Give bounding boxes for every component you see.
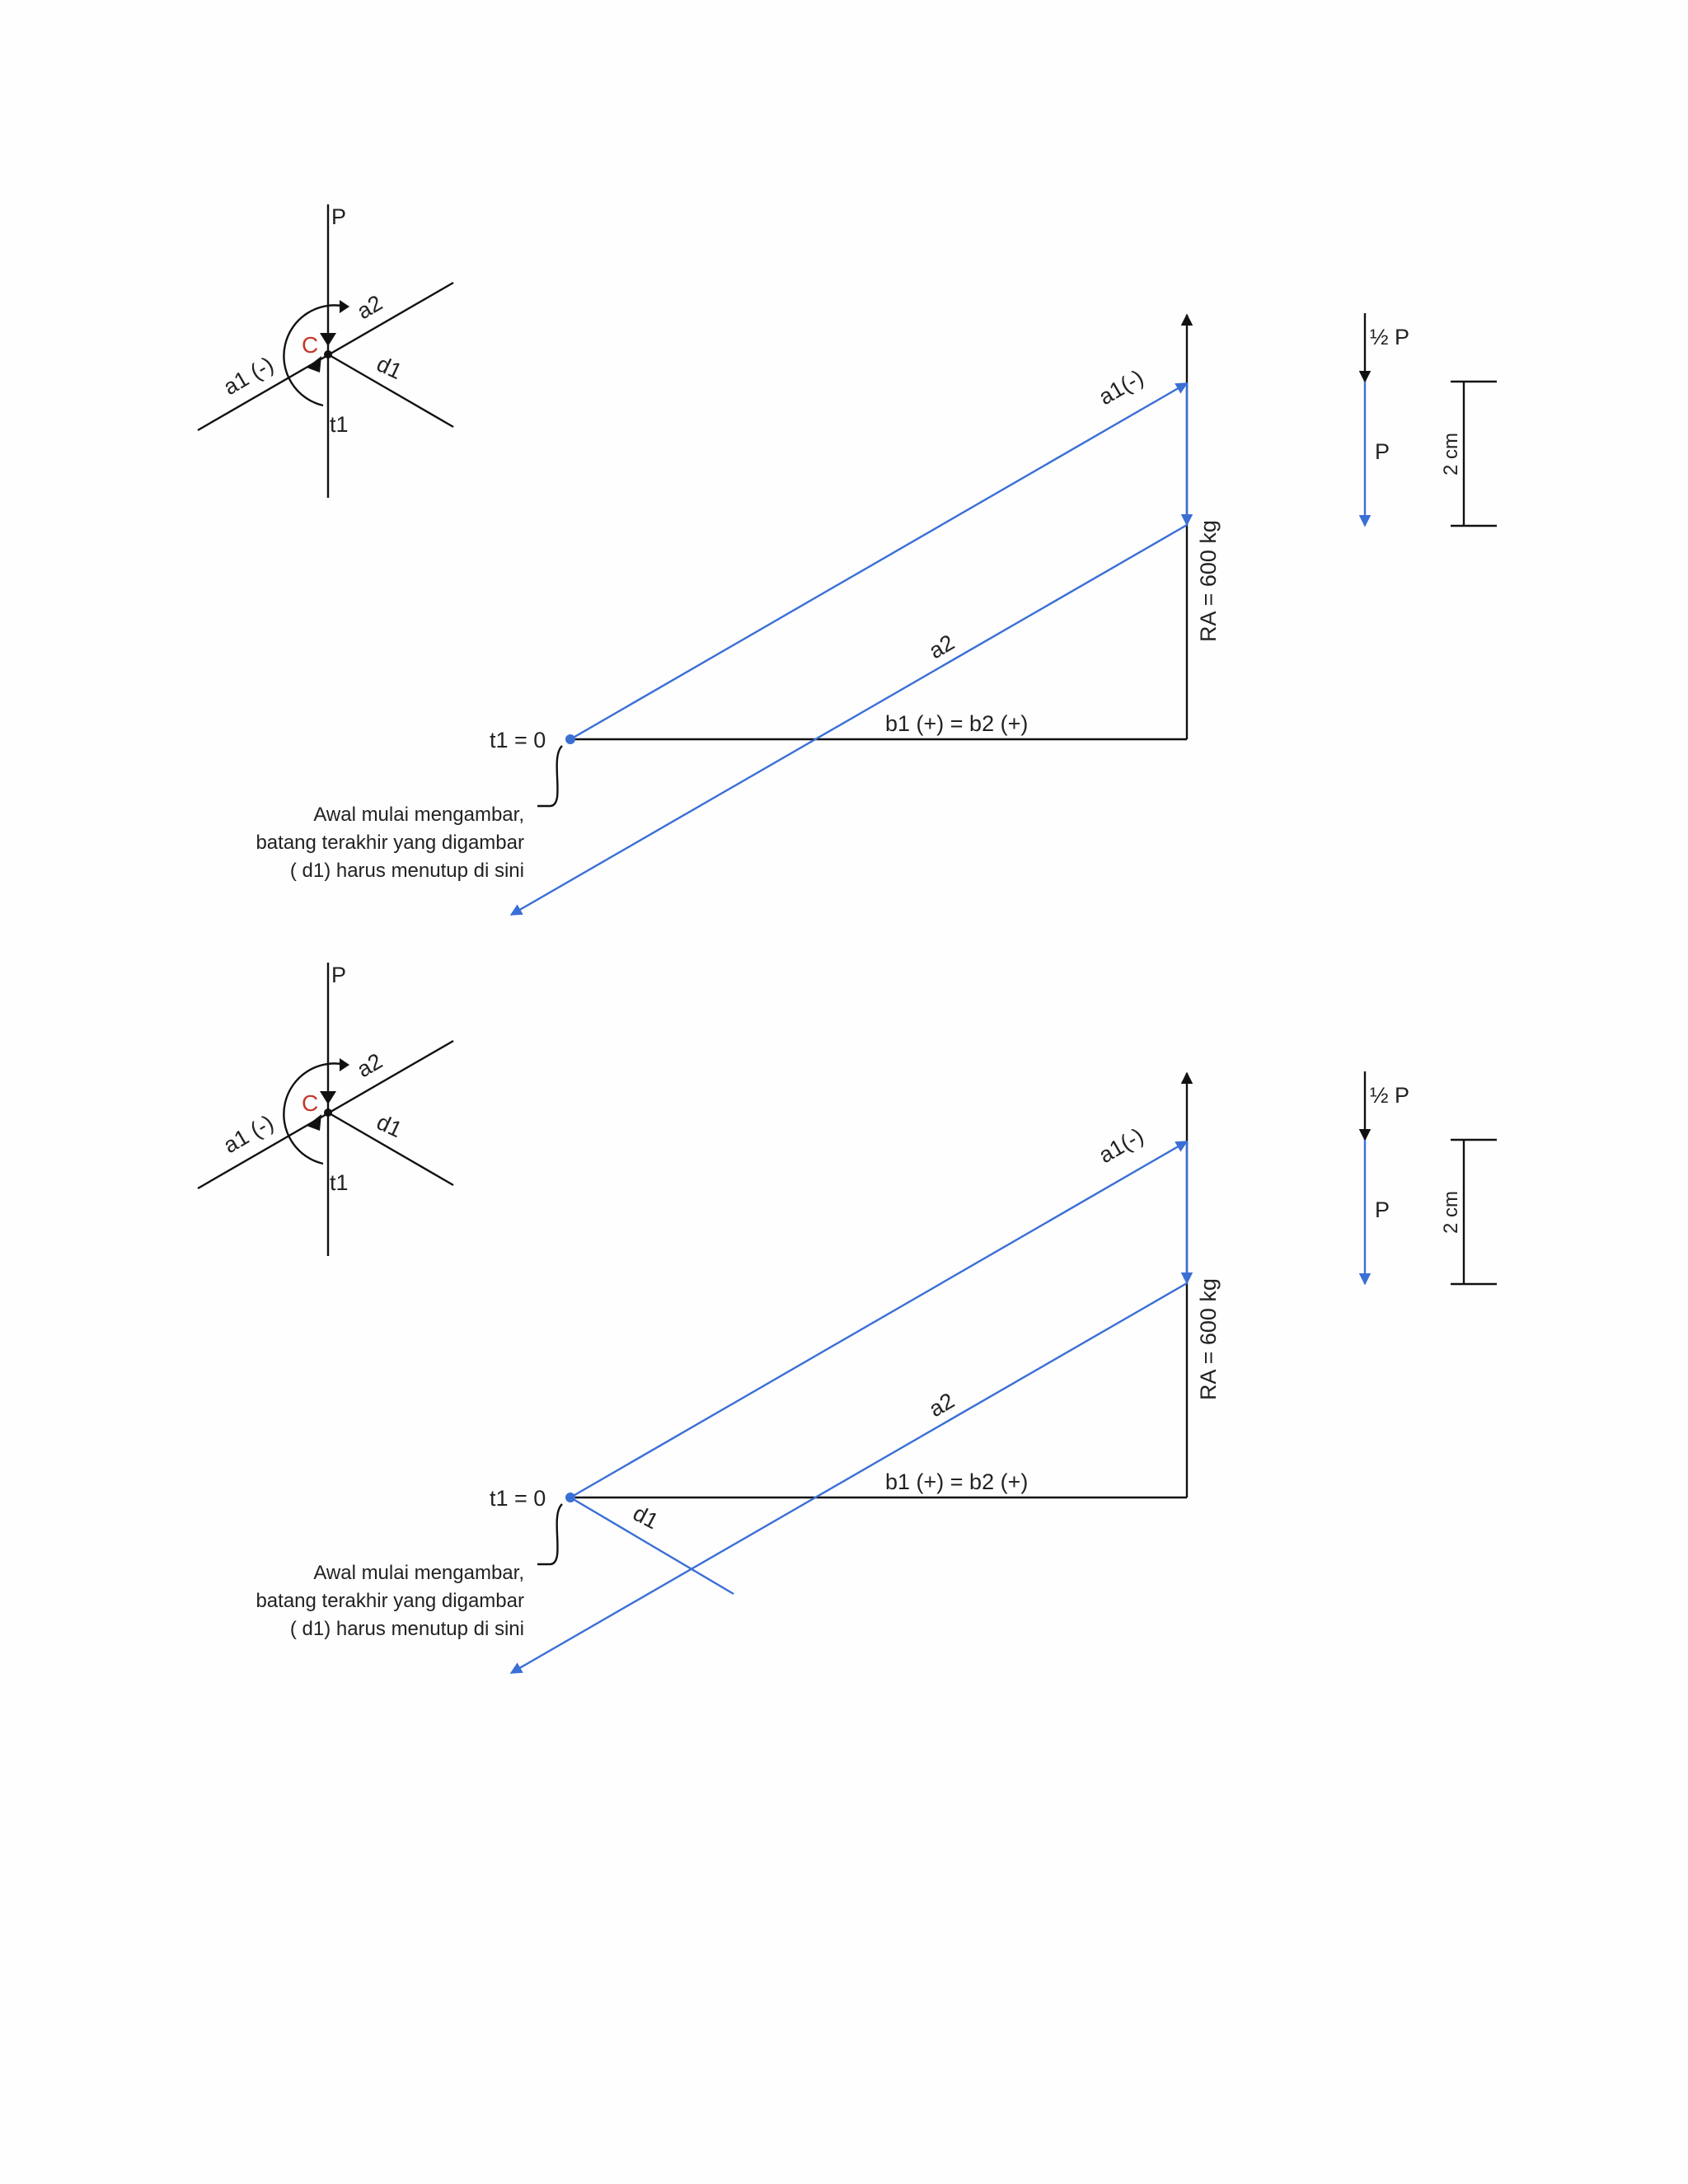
a1-arrowhead: [307, 356, 321, 373]
note-line-2: batang terakhir yang digambar: [256, 1590, 524, 1612]
dimension-label: 2 cm: [1440, 432, 1462, 476]
force-a1-line: [570, 383, 1187, 739]
joint-c-diagram: [198, 963, 453, 1256]
note-leader-line: [537, 746, 562, 806]
force-polygon: [256, 1073, 1221, 1673]
joint-c-diagram: [198, 204, 453, 498]
member-b-label: b1 (+) = b2 (+): [885, 1469, 1029, 1494]
force-a1-label: a1(-): [1095, 364, 1148, 410]
note-leader-line: [537, 1504, 562, 1564]
reaction-ra-label: RA = 600 kg: [1196, 1278, 1221, 1400]
half-p-label: ½ P: [1370, 1083, 1410, 1108]
force-a1-label: a1(-): [1095, 1122, 1148, 1169]
t1-zero-label: t1 = 0: [490, 728, 546, 752]
note-line-2: batang terakhir yang digambar: [256, 832, 524, 854]
joint-point: [324, 1108, 332, 1117]
note-line-3: ( d1) harus menutup di sini: [289, 1618, 524, 1640]
member-a2-label: a2: [353, 290, 387, 325]
member-a1-label: a1 (-): [219, 1109, 278, 1159]
start-note: [256, 1562, 524, 1640]
note-line-1: Awal mulai mengambar,: [313, 804, 524, 826]
member-t1-label: t1: [330, 412, 349, 437]
joint-c-label: C: [302, 332, 319, 358]
member-b-label: b1 (+) = b2 (+): [885, 711, 1029, 736]
rotation-arrowhead: [340, 300, 349, 313]
note-line-1: Awal mulai mengambar,: [313, 1562, 524, 1584]
start-point: [565, 1493, 575, 1502]
panel-2: [198, 963, 1497, 1673]
joint-point: [324, 350, 332, 359]
force-a2-line: [511, 525, 1187, 915]
load-arrowhead: [320, 333, 336, 346]
force-polygon: [256, 315, 1221, 915]
load-p-label: P: [331, 963, 347, 987]
half-p-label: ½ P: [1370, 325, 1410, 349]
t1-zero-label: t1 = 0: [490, 1486, 546, 1511]
rotation-arrowhead: [340, 1058, 349, 1071]
load-scale: [1365, 313, 1497, 526]
a1-arrowhead: [307, 1114, 321, 1131]
joint-c-label: C: [302, 1090, 319, 1116]
member-t1-label: t1: [330, 1170, 349, 1195]
dimension-label: 2 cm: [1440, 1190, 1462, 1235]
member-a2-label: a2: [353, 1048, 387, 1083]
note-line-3: ( d1) harus menutup di sini: [289, 860, 524, 882]
force-a2-label: a2: [925, 1388, 959, 1422]
load-arrowhead: [320, 1091, 336, 1104]
member-d1-label: d1: [373, 1109, 406, 1143]
reaction-ra-label: RA = 600 kg: [1196, 520, 1221, 642]
member-a1-label: a1 (-): [219, 351, 278, 401]
start-note: [256, 804, 524, 882]
member-d1-label: d1: [373, 351, 406, 385]
force-a2-label: a2: [925, 630, 959, 664]
load-scale: [1365, 1071, 1497, 1284]
force-a1-line: [570, 1141, 1187, 1497]
force-a2-line: [511, 1283, 1187, 1673]
load-p-label: P: [331, 204, 347, 229]
force-d1-label: d1: [629, 1500, 663, 1535]
panel-1: [198, 204, 1497, 915]
start-point: [565, 734, 575, 744]
p-scale-label: P: [1375, 439, 1390, 464]
p-scale-label: P: [1375, 1197, 1390, 1222]
